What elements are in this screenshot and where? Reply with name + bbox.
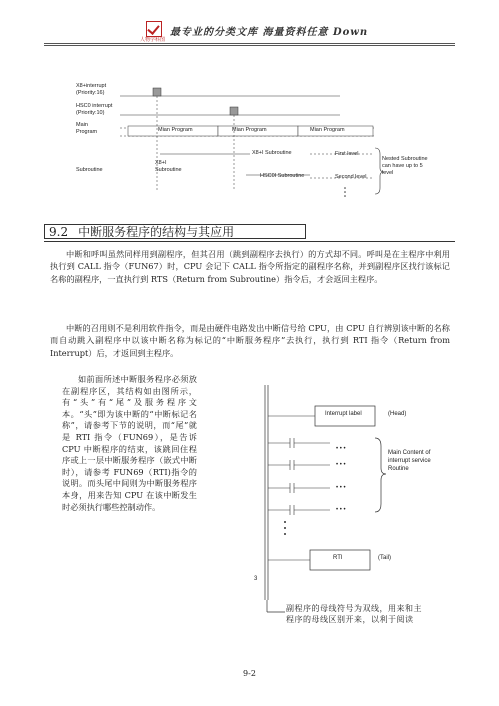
- hsc0-interrupt-label: HSC0 interrupt: [76, 103, 113, 109]
- timing-diagram: [0, 70, 499, 220]
- tail-label: (Tail): [378, 555, 391, 561]
- head-label: (Head): [388, 411, 407, 417]
- interrupt-label-box: Interrupt label: [325, 411, 362, 417]
- x8-interrupt-label: X8+interrupt: [76, 83, 107, 89]
- dots-4: • • •: [336, 507, 346, 513]
- header-rule-2: [44, 45, 455, 46]
- section-title-text: 中断服务程序的结构与其应用: [78, 225, 235, 239]
- nested-note-3: level: [382, 170, 394, 176]
- main-program-box-1: Mian Program: [158, 127, 193, 133]
- caption-line-1: 副程序的母线符号为双线，用来和主: [286, 604, 422, 613]
- content-label-2: interrupt service: [388, 458, 431, 464]
- x8-sub-label-2: Subroutine: [155, 167, 182, 173]
- subroutine-label: Subroutine: [76, 167, 103, 173]
- x8-sub-label: X8+I: [155, 160, 167, 166]
- section-number: 9.2: [49, 225, 69, 239]
- second-level-label: Second level: [335, 174, 367, 180]
- nested-note-2: can have up to 5: [382, 163, 423, 169]
- paragraph-3: 如前面所述中断服务程序必须放在副程序区，其结构如由图所示，有“头”有“尾”及服务程序文本。“头”即为该中断的“中断标记名称”，请参考下节的说明，而“尾”就是 RTI 指令（FUN69），是告诉 CPU 中断程序的结束，该跳回住程序或上一层中断服务程序（嵌式中断时），请参考 FUN69（RTI)指令的说明。而头尾中间则为中断服务程序本身，用来告知 CPU 在该中断发生时必须执行哪些控制动作。: [62, 374, 197, 512]
- paragraph-2: 中断的召用则不是利用软件指令，而是由硬件电路发出中断信号给 CPU，由 CPU 自行辨别该中断的名称而自动跳入副程序中以该中断名称为标记的“中断服务程序”去执行，执行到 RTI 指令（Return from Interrupt）后，才返回到主程序。: [50, 323, 450, 358]
- content-label-3: Routine: [388, 466, 409, 472]
- diagram-mark: 3: [254, 576, 258, 582]
- main-label: Main: [76, 122, 88, 128]
- page-number: 9-2: [243, 669, 256, 678]
- header-text: 最专业的分类文库 海量资料任意 Down: [170, 27, 369, 38]
- caption-line-2: 程序的母线区别开来，以利于阅读: [286, 615, 414, 624]
- nested-note-1: Nested Subroutine: [382, 156, 428, 162]
- section-rule: [44, 241, 455, 242]
- header-rule: [44, 43, 455, 44]
- hsc0i-subroutine-label: HSC0I Subroutine: [260, 173, 305, 179]
- program-label: Program: [76, 129, 98, 135]
- logo-caption: 人物学科图: [140, 37, 166, 43]
- dots-1: • • •: [336, 446, 346, 452]
- timing-lines: [0, 70, 499, 220]
- paragraph-1: 中断和呼叫虽然同样用到副程序，但其召用（跳到副程序去执行）的方式却不同。呼叫是在主程序中利用执行到 CALL 指令（FUN67）时，CPU 会记下 CALL 指令所指定的副程序名称，并到副程序区找行该标记名称的副程序，一直执行到 RTS（Return from Subroutine）指令后，才会返回主程序。: [50, 249, 450, 284]
- first-level-label: First level: [335, 151, 359, 157]
- dots-2: • • •: [336, 462, 346, 468]
- hsc0-priority-label: (Priority:10): [76, 110, 105, 116]
- rti-box: RTI: [333, 555, 343, 561]
- main-program-box-2: Mian Program: [232, 127, 267, 133]
- dots-3: • • •: [336, 485, 346, 491]
- main-program-box-3: Mian Program: [310, 127, 345, 133]
- logo-check-icon: [146, 21, 162, 37]
- section-title: [44, 224, 306, 239]
- content-label-1: Main Content of: [388, 450, 431, 456]
- x8-priority-label: (Priority:16): [76, 90, 105, 96]
- x8i-subroutine-label: X8+I Subroutine: [252, 150, 292, 156]
